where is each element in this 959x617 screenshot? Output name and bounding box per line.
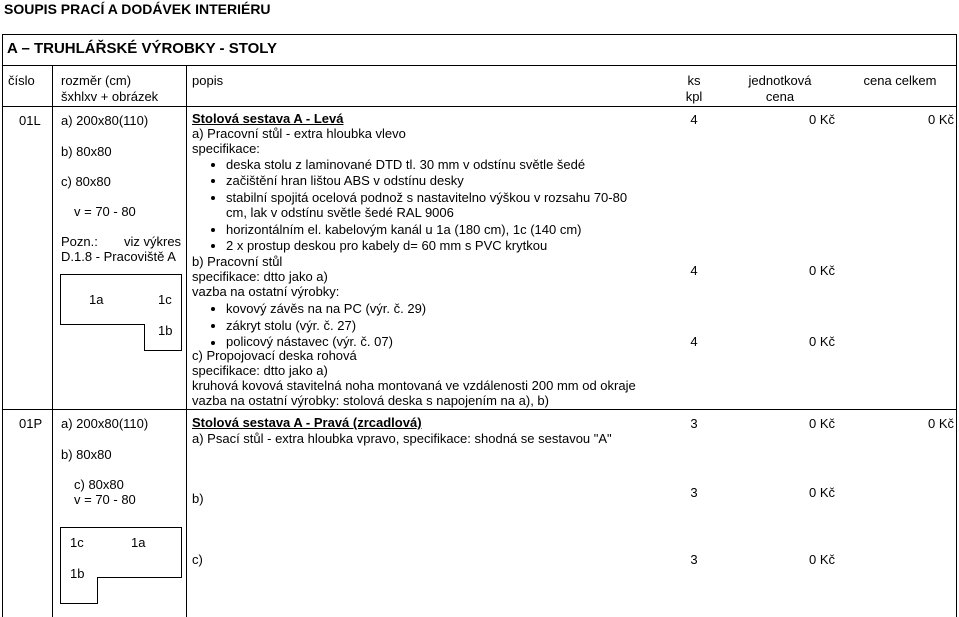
row2-diagram-top bbox=[60, 527, 181, 528]
row2-diagram-1b: 1b bbox=[70, 566, 85, 581]
bullet-icon bbox=[211, 324, 215, 328]
bullet-icon bbox=[211, 163, 215, 167]
row2-cislo: 01P bbox=[19, 416, 43, 431]
row1-c-spec: specifikace: dtto jako a) bbox=[192, 363, 328, 378]
bullet-icon bbox=[211, 341, 215, 345]
row2-diagram-step-v bbox=[97, 577, 98, 603]
bullet-icon bbox=[211, 244, 215, 248]
row1-cislo: 01L bbox=[19, 113, 41, 128]
row1-jedn-a: 0 Kč bbox=[808, 112, 835, 127]
header-rozmer: rozměr (cm) bbox=[61, 73, 132, 88]
row1-ks-a: 4 bbox=[690, 112, 698, 127]
row1-bullet3b: cm, lak v odstínu světle šedé RAL 9006 bbox=[226, 205, 454, 220]
row1-diagram-step-h bbox=[60, 324, 144, 325]
row1-bullet3a: stabilní spojitá ocelová podnož s nastavitelno výškou v rozsahu 70-80 bbox=[226, 190, 628, 205]
row1-bullet2: začištění hran lištou ABS v odstínu desky bbox=[226, 173, 464, 188]
bullet-icon bbox=[211, 196, 215, 200]
header-jednotkova: jednotková bbox=[748, 73, 812, 88]
bullet-icon bbox=[211, 228, 215, 232]
row2-jedn-b: 0 Kč bbox=[808, 485, 835, 500]
row1-b-head: b) Pracovní stůl bbox=[192, 254, 283, 269]
row1-bullet7: zákryt stolu (výr. č. 27) bbox=[226, 318, 357, 333]
row1-dim-v: v = 70 - 80 bbox=[74, 204, 136, 219]
row1-dim-b: b) 80x80 bbox=[61, 144, 112, 159]
row1-b-spec: specifikace: dtto jako a) bbox=[192, 269, 328, 284]
row1-bullet6: kovový závěs na na PC (výr. č. 29) bbox=[226, 301, 427, 316]
row1-vazba: vazba na ostatní výrobky: bbox=[192, 284, 340, 299]
row1-diagram-1a: 1a bbox=[89, 292, 104, 307]
header-ks: ks bbox=[687, 73, 701, 88]
row2-diagram-bottom bbox=[60, 603, 98, 604]
row2-diagram-1c: 1c bbox=[70, 535, 84, 550]
row2-ks-a: 3 bbox=[690, 416, 698, 431]
row1-diagram-right bbox=[181, 274, 182, 350]
row1-pozn: Pozn.: bbox=[61, 234, 98, 249]
row1-bullet1: deska stolu z laminované DTD tl. 30 mm v odstínu světle šedé bbox=[226, 157, 586, 172]
row1-ks-c: 4 bbox=[690, 334, 698, 349]
row1-dim-c: c) 80x80 bbox=[61, 174, 111, 189]
row2-jedn-a: 0 Kč bbox=[808, 416, 835, 431]
row1-pracoviste: D.1.8 - Pracoviště A bbox=[61, 249, 176, 264]
row2-c-line: c) bbox=[192, 552, 203, 567]
bullet-icon bbox=[211, 179, 215, 183]
row1-dim-a: a) 200x80(110) bbox=[61, 113, 149, 128]
header-cena: cena bbox=[765, 89, 795, 104]
row2-celkem: 0 Kč bbox=[927, 416, 954, 431]
header-popis: popis bbox=[192, 73, 224, 88]
col-line-left bbox=[2, 65, 3, 617]
row2-title: Stolová sestava A - Pravá (zrcadlová) bbox=[192, 415, 422, 430]
row2-diagram-step-h bbox=[97, 577, 182, 578]
col-line-rozmer bbox=[186, 65, 187, 617]
row2-diagram-right bbox=[181, 527, 182, 577]
row2-a-line: a) Psací stůl - extra hloubka vpravo, specifikace: shodná se sestavou "A" bbox=[192, 431, 612, 446]
header-top-line bbox=[2, 65, 957, 66]
col-line-cislo bbox=[52, 65, 53, 617]
section-right-border bbox=[956, 34, 957, 65]
row1-jedn-c: 0 Kč bbox=[808, 334, 835, 349]
row1-diagram-bottom bbox=[144, 350, 182, 351]
row1-bullet5: 2 x prostup deskou pro kabely d= 60 mm s PVC krytkou bbox=[226, 238, 548, 253]
row1-diagram-1c: 1c bbox=[158, 292, 172, 307]
row2-diagram-1a: 1a bbox=[131, 535, 146, 550]
row2-ks-b: 3 bbox=[690, 485, 698, 500]
bullet-icon bbox=[211, 307, 215, 311]
row1-a-head: a) Pracovní stůl - extra hloubka vlevo bbox=[192, 126, 406, 141]
row2-jedn-c: 0 Kč bbox=[808, 552, 835, 567]
row1-diagram-left bbox=[60, 274, 61, 325]
section-title: A – TRUHLÁŘSKÉ VÝROBKY - STOLY bbox=[7, 40, 278, 57]
row1-viz: viz výkres bbox=[124, 234, 182, 249]
section-top-border bbox=[2, 34, 957, 35]
row1-ks-b: 4 bbox=[690, 263, 698, 278]
row1-diagram-step-v bbox=[144, 324, 145, 350]
row1-title: Stolová sestava A - Levá bbox=[192, 111, 344, 126]
row2-diagram-left bbox=[60, 527, 61, 603]
section-left-border bbox=[2, 34, 3, 65]
row2-ks-c: 3 bbox=[690, 552, 698, 567]
row1-celkem: 0 Kč bbox=[927, 112, 954, 127]
row1-bullet4: horizontálním el. kabelovým kanál u 1a (180 cm), 1c (140 cm) bbox=[226, 222, 582, 237]
row1-diagram-1b: 1b bbox=[158, 323, 173, 338]
row1-kruhova: kruhová kovová stavitelná noha montovaná ve vzdálenosti 200 mm od okraje bbox=[192, 378, 636, 393]
row1-vazba2: vazba na ostatní výrobky: stolová deska s napojením na a), b) bbox=[192, 393, 549, 408]
row2-b-line: b) bbox=[192, 491, 204, 506]
row2-dim-c: c) 80x80 bbox=[74, 477, 124, 492]
row2-dim-v: v = 70 - 80 bbox=[74, 492, 136, 507]
document-title: SOUPIS PRACÍ A DODÁVEK INTERIÉRU bbox=[4, 1, 271, 17]
header-cena-celkem: cena celkem bbox=[863, 73, 937, 88]
row1-spec: specifikace: bbox=[192, 141, 260, 156]
row1-bullet8: policový nástavec (výr. č. 07) bbox=[226, 334, 393, 349]
header-cislo: číslo bbox=[8, 73, 35, 88]
row1-jedn-b: 0 Kč bbox=[808, 263, 835, 278]
col-line-right bbox=[956, 65, 957, 617]
row2-dim-b: b) 80x80 bbox=[61, 447, 112, 462]
header-bottom-line bbox=[2, 106, 957, 107]
row2-dim-a: a) 200x80(110) bbox=[61, 416, 149, 431]
row-separator bbox=[2, 409, 957, 410]
row1-c-head: c) Propojovací deska rohová bbox=[192, 348, 357, 363]
header-kpl: kpl bbox=[685, 89, 703, 104]
header-rozmer-sub: šxhlxv + obrázek bbox=[61, 89, 159, 104]
